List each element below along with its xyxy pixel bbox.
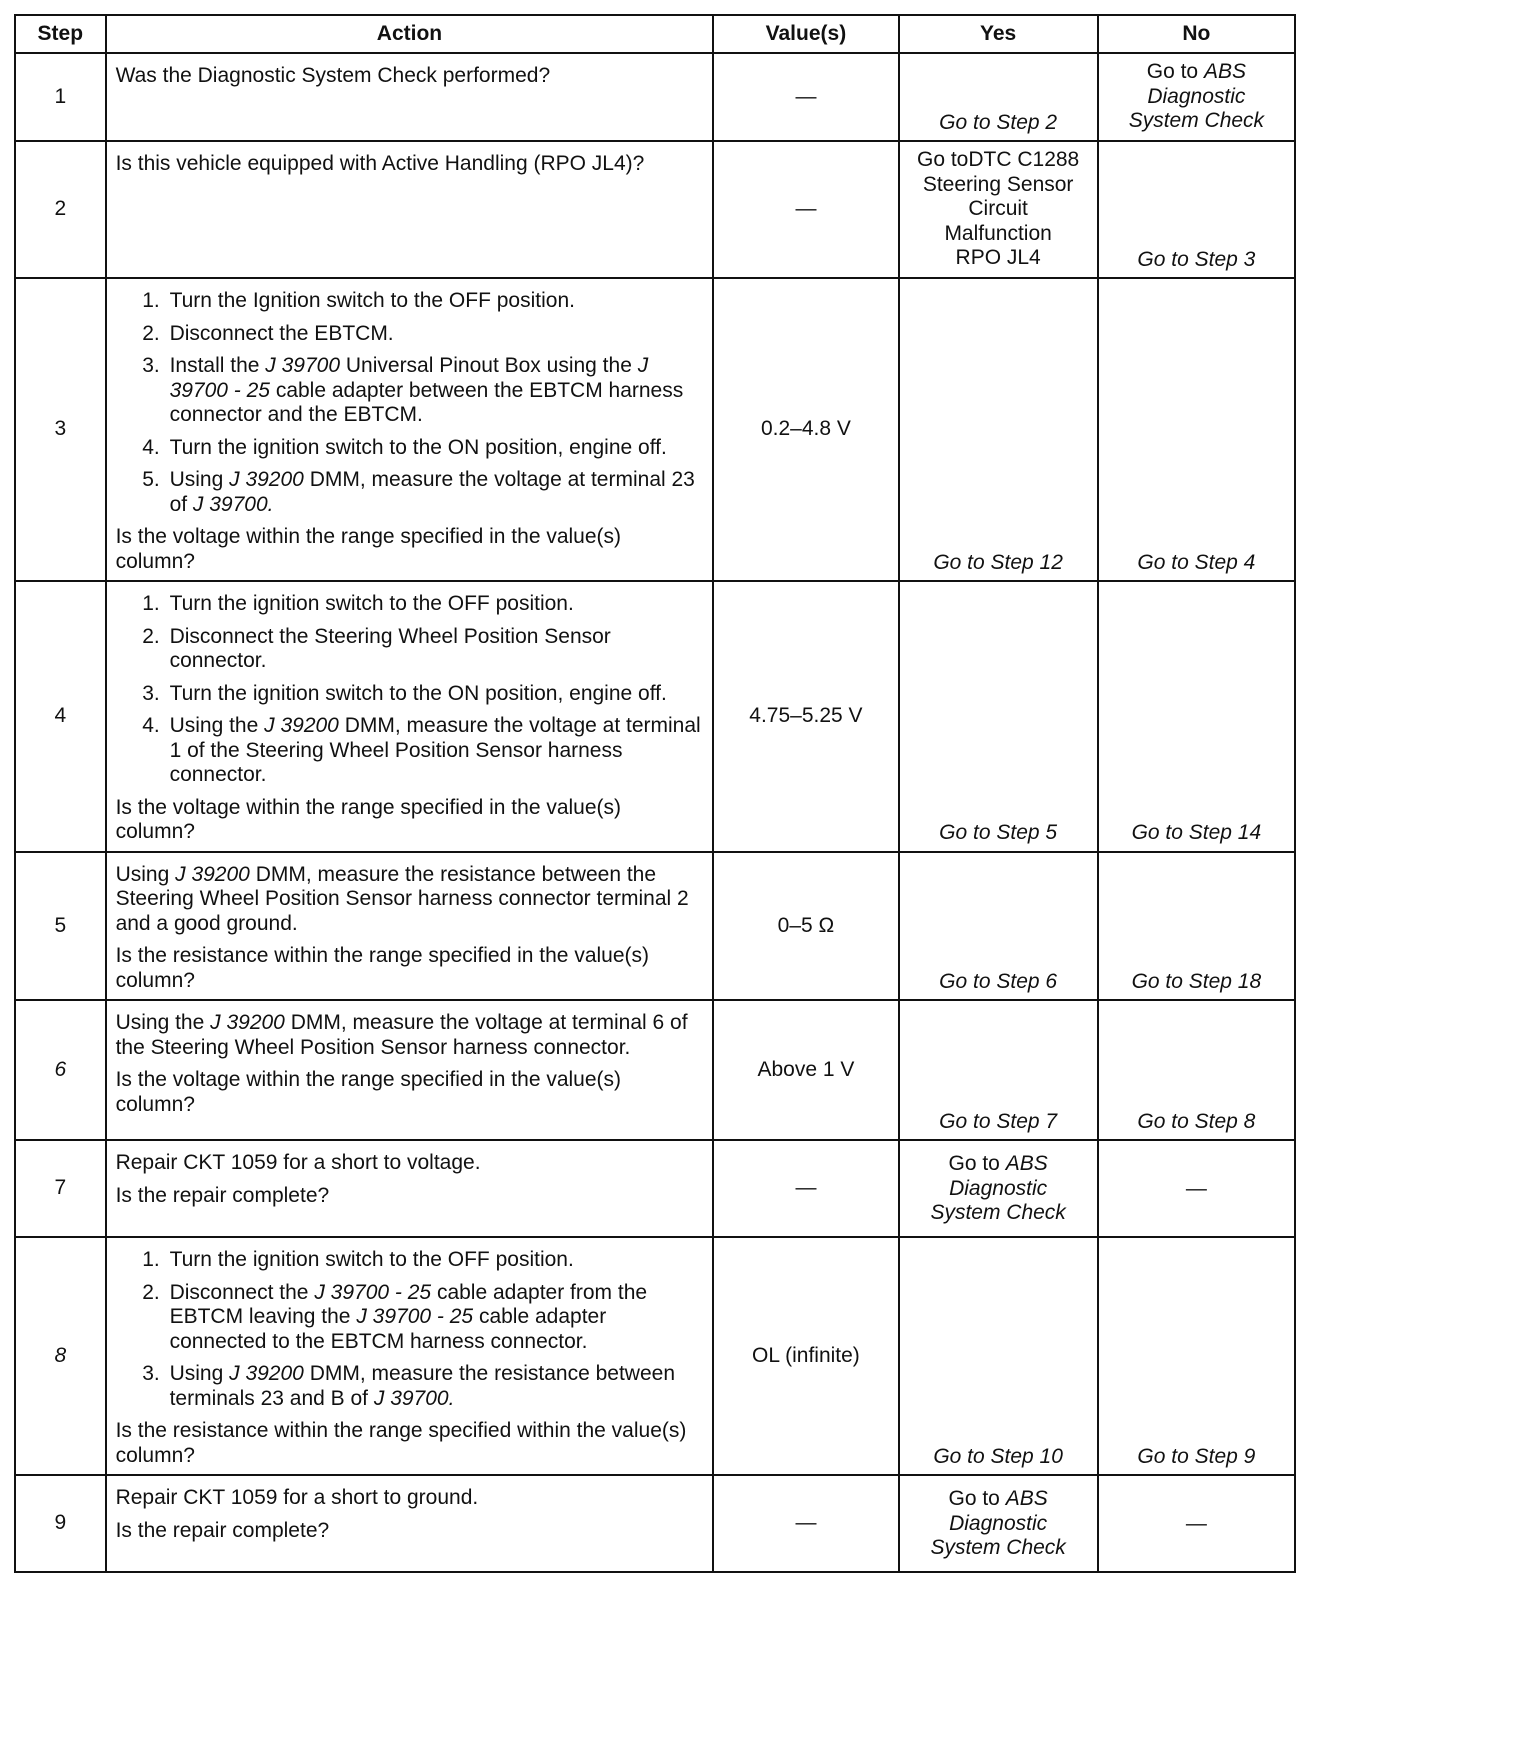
yes-cell	[899, 141, 1098, 278]
yes-line	[904, 1487, 1093, 1512]
table-row-step-1	[15, 53, 1295, 141]
action-question: Was the Diagnostic System Check performed?	[115, 64, 551, 87]
value-cell: —	[713, 141, 898, 278]
yes-cell: Go to Step 2	[899, 53, 1098, 141]
table-row-step-9	[15, 1475, 1295, 1572]
action-cell	[106, 141, 714, 278]
action-cell	[106, 1237, 714, 1475]
table-row-step-7	[15, 1140, 1295, 1237]
table-row-step-5	[15, 852, 1295, 1001]
instruction-text: DMM, measure the voltage at terminal 23 of	[169, 468, 695, 516]
no-line: System Check	[1128, 109, 1265, 132]
yes-line: Diagnostic	[949, 1176, 1048, 1200]
instruction-text: Using	[115, 862, 170, 886]
instruction-text: .	[448, 1386, 455, 1410]
action-question: Is the voltage within the range specified in the value(s) column?	[115, 1068, 622, 1116]
header-step: Step	[15, 15, 106, 53]
action-cell	[106, 53, 714, 141]
action-cell	[106, 1000, 714, 1140]
value-cell: 4.75–5.25 V	[713, 581, 898, 852]
instruction-text: cable adapter connected to the EBTCM harness connector.	[169, 1305, 607, 1353]
step-number: 1	[15, 53, 106, 141]
yes-line	[904, 1152, 1093, 1177]
tool-ref: J 39200	[210, 1011, 285, 1034]
header-row	[15, 15, 1295, 53]
step-number: 7	[15, 1140, 106, 1237]
yes-cell: Go to Step 12	[899, 278, 1098, 581]
tool-ref: J 39700 - 25	[314, 1280, 432, 1304]
instruction-item: 4. Turn the ignition switch to the ON position, engine off.	[166, 436, 705, 461]
action-question: Is the voltage within the range specified in the value(s) column?	[115, 525, 622, 573]
yes-line: Go toDTC C1288	[917, 148, 1080, 171]
action-question: Is the voltage within the range specified in the value(s) column?	[115, 795, 622, 843]
tool-ref: J 39700	[192, 492, 268, 516]
instruction-text: Using	[169, 468, 224, 491]
instruction-text: DMM, measure the voltage at terminal 6 of the Steering Wheel Position Sensor harness connector.	[115, 1011, 688, 1059]
table-row-step-8	[15, 1237, 1295, 1475]
no-cell: —	[1098, 1140, 1295, 1237]
instruction-item	[166, 714, 705, 788]
action-cell	[106, 278, 714, 581]
no-cell: Go to Step 8	[1098, 1000, 1295, 1140]
action-question: Is the resistance within the range specified within the value(s) column?	[115, 1419, 687, 1467]
no-cell: Go to Step 3	[1098, 141, 1295, 278]
header-yes: Yes	[899, 15, 1098, 53]
step-number: 4	[15, 581, 106, 852]
yes-cell: Go to Step 5	[899, 581, 1098, 852]
yes-cell	[899, 1140, 1098, 1237]
yes-line: Malfunction	[944, 221, 1052, 245]
instruction-item: 1. Turn the ignition switch to the OFF position.	[166, 592, 705, 617]
no-line	[1103, 60, 1290, 85]
value-cell: OL (infinite)	[713, 1237, 898, 1475]
table-row-step-4	[15, 581, 1295, 852]
yes-line: System Check	[930, 1536, 1066, 1560]
action-cell	[106, 1475, 714, 1572]
step-number: 2	[15, 141, 106, 278]
yes-line: Diagnostic	[949, 1511, 1048, 1535]
instruction-list	[116, 1248, 705, 1411]
header-no: No	[1098, 15, 1295, 53]
instruction-item	[166, 1281, 705, 1355]
tool-ref: J 39700	[265, 354, 341, 377]
header-action: Action	[106, 15, 714, 53]
tool-ref: J 39200	[175, 862, 250, 886]
no-prefix: Go to	[1146, 60, 1199, 83]
tool-ref: J 39700 - 25	[356, 1305, 474, 1328]
instruction-item: 1. Turn the ignition switch to the OFF position.	[166, 1248, 705, 1273]
no-cell: Go to Step 4	[1098, 278, 1295, 581]
action-cell	[106, 581, 714, 852]
value-cell: Above 1 V	[713, 1000, 898, 1140]
instruction-text: Universal Pinout Box using the	[345, 354, 632, 377]
action-question: Is the resistance within the range specified in the value(s) column?	[115, 944, 650, 992]
step-number: 9	[15, 1475, 106, 1572]
yes-ref: ABS	[1005, 1487, 1048, 1511]
action-text	[116, 1011, 705, 1060]
tool-ref: J 39200	[229, 468, 304, 491]
yes-cell: Go to Step 10	[899, 1237, 1098, 1475]
yes-cell: Go to Step 6	[899, 852, 1098, 1001]
value-cell: 0.2–4.8 V	[713, 278, 898, 581]
yes-cell	[899, 1475, 1098, 1572]
yes-ref: ABS	[1005, 1152, 1048, 1176]
instruction-list	[116, 289, 705, 517]
tool-ref: J 39200	[229, 1362, 304, 1385]
instruction-text: .	[267, 492, 274, 516]
no-cell: Go to Step 9	[1098, 1237, 1295, 1475]
step-number: 6	[15, 1000, 106, 1140]
instruction-text: cable adapter from the EBTCM leaving the	[169, 1280, 648, 1328]
yes-line: Circuit	[968, 197, 1028, 220]
no-cell: Go to Step 18	[1098, 852, 1295, 1001]
instruction-item: 2. Disconnect the Steering Wheel Position Sensor connector.	[166, 625, 705, 674]
value-cell: —	[713, 53, 898, 141]
action-question: Is the repair complete?	[115, 1183, 330, 1207]
action-text: Repair CKT 1059 for a short to ground.	[115, 1486, 479, 1509]
instruction-text: DMM, measure the resistance between terminals 23 and B of	[169, 1362, 676, 1410]
action-question: Is this vehicle equipped with Active Handling (RPO JL4)?	[115, 152, 645, 175]
instruction-item: 3. Turn the ignition switch to the ON position, engine off.	[166, 682, 705, 707]
value-cell: 0–5 Ω	[713, 852, 898, 1001]
value-cell: —	[713, 1140, 898, 1237]
action-cell	[106, 852, 714, 1001]
instruction-text: Install the	[169, 354, 260, 377]
diagnostic-table	[14, 14, 1296, 1573]
action-text: Repair CKT 1059 for a short to voltage.	[115, 1151, 481, 1174]
header-values: Value(s)	[713, 15, 898, 53]
instruction-item	[166, 354, 705, 428]
tool-ref: J 39700	[373, 1386, 449, 1410]
table-row-step-2	[15, 141, 1295, 278]
instruction-text: Disconnect the	[169, 1280, 309, 1304]
value-cell: —	[713, 1475, 898, 1572]
instruction-item	[166, 1362, 705, 1411]
table-row-step-6	[15, 1000, 1295, 1140]
no-ref: ABS	[1203, 60, 1246, 83]
tool-ref: J 39200	[264, 714, 339, 737]
instruction-item	[166, 468, 705, 517]
instruction-item: 2. Disconnect the EBTCM.	[166, 322, 705, 347]
yes-prefix: Go to	[948, 1487, 1000, 1511]
yes-line: RPO JL4	[955, 246, 1041, 269]
no-cell: Go to Step 14	[1098, 581, 1295, 852]
tool-ref: J 39700 - 25	[169, 354, 649, 402]
step-number: 8	[15, 1237, 106, 1475]
instruction-text: Using the	[115, 1011, 205, 1034]
no-cell	[1098, 53, 1295, 141]
instruction-text: DMM, measure the voltage at terminal 1 of the Steering Wheel Position Sensor harness connector.	[169, 714, 701, 786]
yes-line: Steering Sensor	[922, 172, 1074, 196]
action-text	[116, 863, 705, 937]
no-cell: —	[1098, 1475, 1295, 1572]
instruction-text: cable adapter between the EBTCM harness connector and the EBTCM.	[169, 378, 684, 426]
step-number: 5	[15, 852, 106, 1001]
step-number: 3	[15, 278, 106, 581]
instruction-text: Using the	[169, 714, 259, 737]
instruction-item: 1. Turn the Ignition switch to the OFF position.	[166, 289, 705, 314]
yes-prefix: Go to	[948, 1152, 1000, 1176]
instruction-list	[116, 592, 705, 788]
yes-line: System Check	[930, 1201, 1066, 1225]
action-cell	[106, 1140, 714, 1237]
no-line: Diagnostic	[1147, 84, 1246, 108]
instruction-text: DMM, measure the resistance between the Steering Wheel Position Sensor harness connector terminal 2 and a good ground.	[115, 862, 689, 935]
yes-cell: Go to Step 7	[899, 1000, 1098, 1140]
table-row-step-3	[15, 278, 1295, 581]
instruction-text: Using	[169, 1362, 224, 1385]
action-question: Is the repair complete?	[115, 1518, 330, 1542]
